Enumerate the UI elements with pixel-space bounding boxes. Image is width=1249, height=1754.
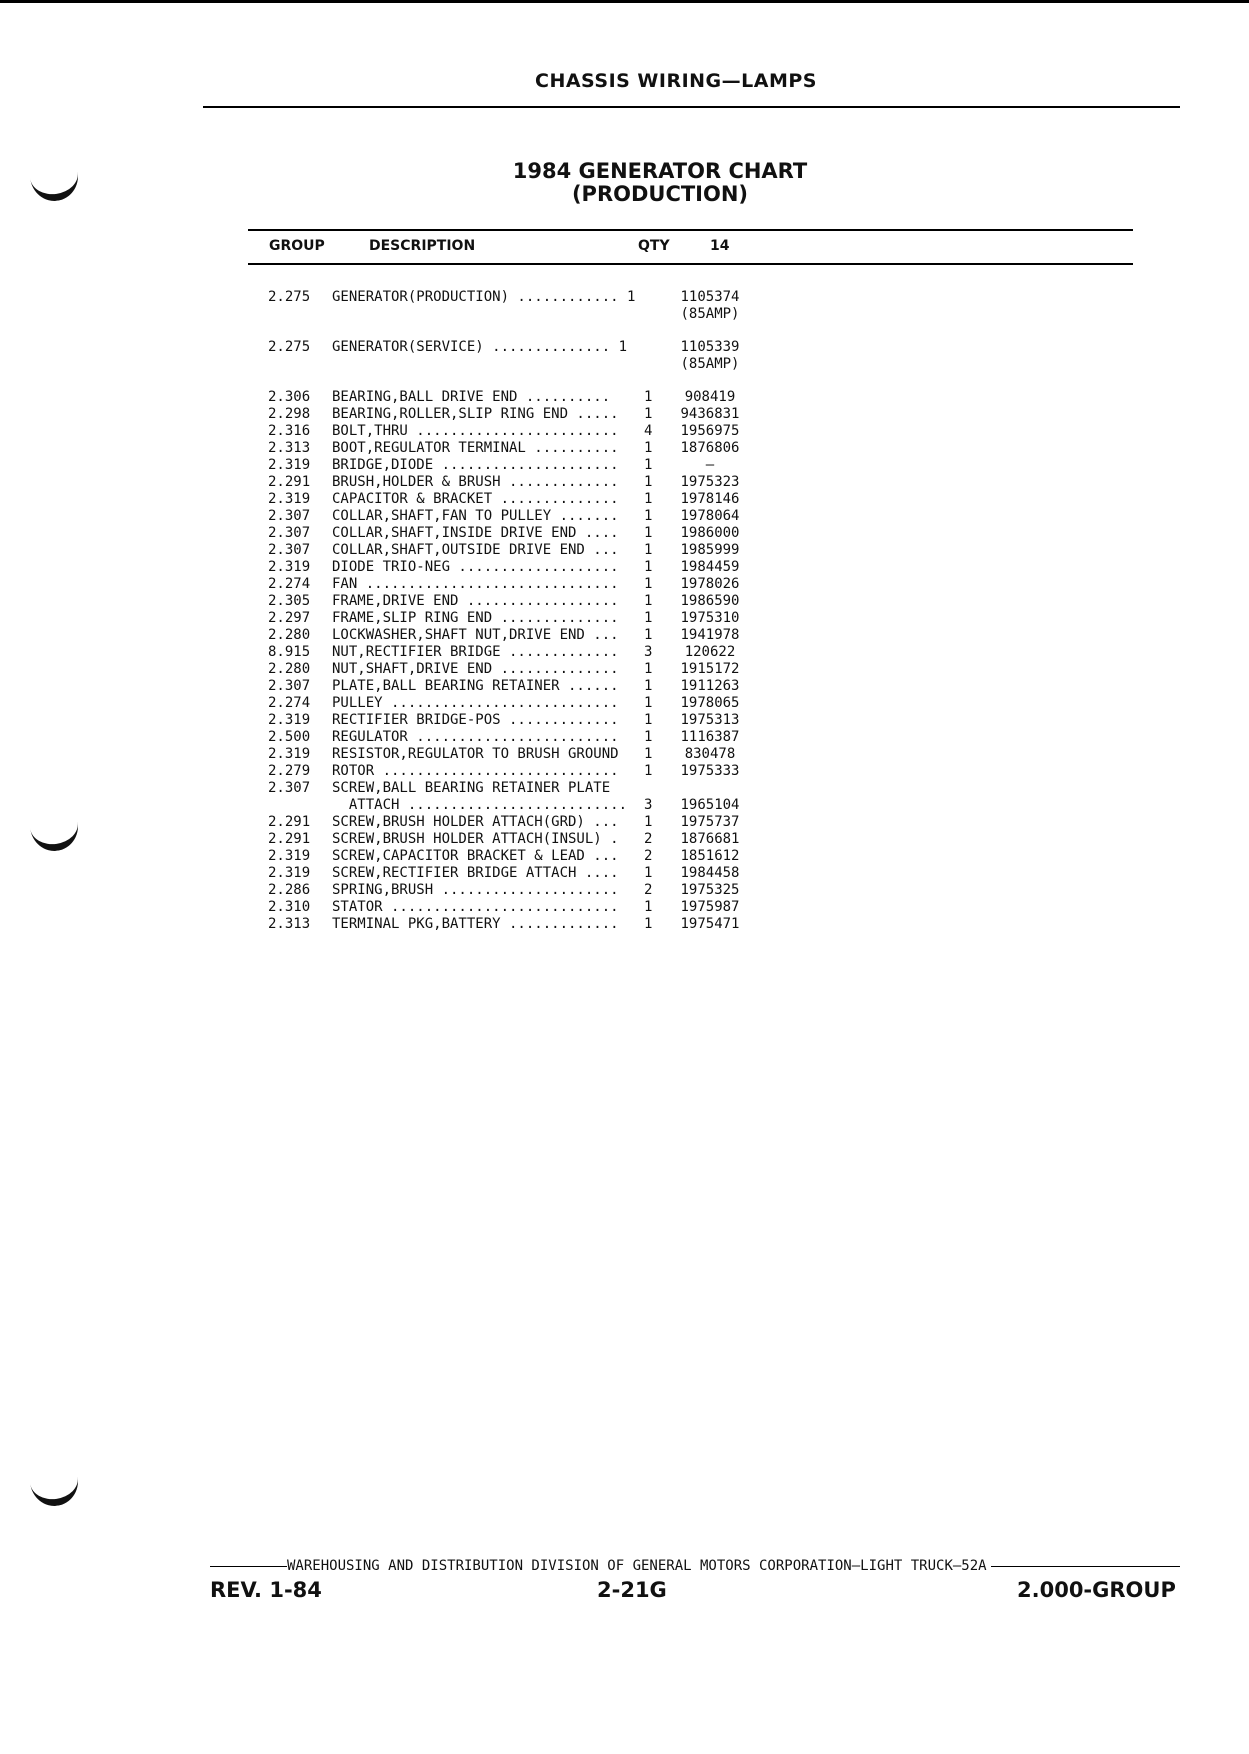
qty-cell: 2: [644, 831, 653, 847]
table-row: [268, 848, 750, 865]
part-number-cell: 1986000: [680, 525, 740, 541]
group-cell: 2.307: [268, 678, 311, 694]
column-header-group: GROUP: [269, 238, 325, 254]
qty-cell: 1: [644, 440, 653, 456]
table-row: [268, 661, 750, 678]
binder-hole-mark: [27, 147, 82, 204]
qty-cell: 1: [644, 865, 653, 881]
table-row: [268, 423, 750, 440]
qty-cell: 1: [644, 746, 653, 762]
qty-cell: 1: [644, 695, 653, 711]
description-cell: SCREW,BALL BEARING RETAINER PLATE: [332, 780, 611, 796]
revision-label: REV. 1-84: [210, 1578, 322, 1602]
group-cell: 2.298: [268, 406, 311, 422]
table-row: [268, 389, 750, 406]
qty-cell: 1: [644, 474, 653, 490]
table-row: [268, 559, 750, 576]
table-row: [268, 729, 750, 746]
qty-cell: 4: [644, 423, 653, 439]
page-top-edge: [0, 0, 1249, 3]
table-row: [268, 882, 750, 899]
description-cell: TERMINAL PKG,BATTERY .............: [332, 916, 619, 932]
part-number-cell: 1978065: [680, 695, 740, 711]
qty-cell: 1: [644, 899, 653, 915]
table-row: [268, 474, 750, 491]
table-row: [268, 610, 750, 627]
group-cell: 2.319: [268, 746, 311, 762]
part-number-cell: 9436831: [680, 406, 740, 422]
group-number: 2.000-GROUP: [1017, 1578, 1176, 1602]
group-cell: 2.316: [268, 423, 311, 439]
group-cell: 2.275: [268, 339, 311, 355]
part-number-cell: 1984459: [680, 559, 740, 575]
qty-cell: 1: [644, 508, 653, 524]
table-row: [268, 746, 750, 763]
table-row: [268, 525, 750, 542]
description-cell: FRAME,SLIP RING END ..............: [332, 610, 619, 626]
part-number-cell: 1975471: [680, 916, 740, 932]
part-number-cell: 1975313: [680, 712, 740, 728]
footer-rule-right: [991, 1566, 1180, 1567]
description-cell: ROTOR ............................: [332, 763, 619, 779]
chart-title-line2: (PRODUCTION): [571, 182, 749, 206]
table-row: [268, 356, 750, 373]
page-number: 2-21G: [597, 1578, 667, 1602]
group-cell: 2.280: [268, 627, 311, 643]
group-cell: 2.291: [268, 814, 311, 830]
group-cell: 2.291: [268, 831, 311, 847]
part-number-cell: 1975325: [680, 882, 740, 898]
part-number-cell: 1978026: [680, 576, 740, 592]
description-cell: PLATE,BALL BEARING RETAINER ......: [332, 678, 619, 694]
part-number-cell: [670, 780, 750, 797]
part-number-cell: 1876681: [680, 831, 740, 847]
group-cell: 2.286: [268, 882, 311, 898]
description-cell: BRUSH,HOLDER & BRUSH .............: [332, 474, 619, 490]
table-row: [268, 339, 750, 356]
block-spacer: [268, 373, 750, 389]
part-number-cell: 120622: [684, 644, 736, 660]
description-cell: CAPACITOR & BRACKET ..............: [332, 491, 619, 507]
part-number-cell: 1116387: [680, 729, 740, 745]
footer-division-text: WAREHOUSING AND DISTRIBUTION DIVISION OF GENERAL MOTORS CORPORATION—LIGHT TRUCK—52A: [287, 1558, 987, 1574]
group-cell: 2.274: [268, 695, 311, 711]
binder-hole-mark: [27, 1452, 82, 1509]
part-number-cell: (85AMP): [680, 356, 740, 372]
description-cell: SPRING,BRUSH .....................: [332, 882, 619, 898]
table-row: [268, 899, 750, 916]
description-cell: NUT,SHAFT,DRIVE END ..............: [332, 661, 619, 677]
qty-cell: 1: [644, 814, 653, 830]
table-row: [268, 406, 750, 423]
description-cell: REGULATOR ........................: [332, 729, 619, 745]
qty-cell: 1: [644, 627, 653, 643]
section-header: CHASSIS WIRING—LAMPS: [535, 70, 817, 92]
part-number-cell: 830478: [684, 746, 736, 762]
table-row: [268, 593, 750, 610]
group-cell: 2.319: [268, 457, 311, 473]
table-row: [268, 491, 750, 508]
block-spacer: [268, 323, 750, 339]
group-cell: 2.319: [268, 491, 311, 507]
part-number-cell: 1986590: [680, 593, 740, 609]
description-cell: RECTIFIER BRIDGE-POS .............: [332, 712, 619, 728]
description-cell: [332, 306, 644, 323]
description-cell: FRAME,DRIVE END ..................: [332, 593, 619, 609]
table-row: [268, 508, 750, 525]
table-row: [268, 780, 750, 797]
binder-hole-mark: [27, 797, 82, 854]
table-row: [268, 457, 750, 474]
column-header-description: DESCRIPTION: [369, 238, 476, 254]
qty-cell: 1: [644, 406, 653, 422]
group-cell: 2.307: [268, 508, 311, 524]
group-cell: 2.275: [268, 289, 311, 305]
column-header-model-14: 14: [710, 238, 730, 254]
table-row: [268, 797, 750, 814]
group-cell: [268, 797, 332, 814]
qty-cell: 1: [644, 389, 653, 405]
description-cell: LOCKWASHER,SHAFT NUT,DRIVE END ...: [332, 627, 619, 643]
part-number-cell: 1876806: [680, 440, 740, 456]
table-row: [268, 712, 750, 729]
table-row: [268, 644, 750, 661]
description-cell: BEARING,ROLLER,SLIP RING END .....: [332, 406, 619, 422]
description-cell: [332, 356, 644, 373]
table-top-rule: [248, 229, 1133, 231]
parts-table: [268, 289, 750, 933]
part-number-cell: (85AMP): [680, 306, 740, 322]
part-number-cell: 1915172: [680, 661, 740, 677]
header-divider: [203, 106, 1180, 108]
description-cell: PULLEY ...........................: [332, 695, 619, 711]
table-row: [268, 916, 750, 933]
description-cell: BEARING,BALL DRIVE END ..........: [332, 389, 611, 405]
part-number-cell: 1978064: [680, 508, 740, 524]
part-number-cell: 1984458: [680, 865, 740, 881]
part-number-cell: 1956975: [680, 423, 740, 439]
group-cell: 2.307: [268, 542, 311, 558]
table-row: [268, 678, 750, 695]
qty-cell: [644, 289, 670, 306]
table-row: [268, 576, 750, 593]
chart-title: [460, 160, 860, 206]
part-number-cell: 908419: [684, 389, 736, 405]
description-cell: FAN ..............................: [332, 576, 619, 592]
group-cell: 2.319: [268, 848, 311, 864]
description-cell: COLLAR,SHAFT,OUTSIDE DRIVE END ...: [332, 542, 619, 558]
table-header-rule: [248, 263, 1133, 265]
description-cell: SCREW,CAPACITOR BRACKET & LEAD ...: [332, 848, 619, 864]
part-number-cell: 1911263: [680, 678, 740, 694]
qty-cell: 2: [644, 848, 653, 864]
part-number-cell: 1105374: [680, 289, 740, 305]
qty-cell: [644, 306, 670, 323]
group-cell: [268, 356, 332, 373]
column-header-qty: QTY: [638, 238, 670, 254]
part-number-cell: 1975737: [680, 814, 740, 830]
description-cell: BOLT,THRU ........................: [332, 423, 619, 439]
part-number-cell: 1985999: [680, 542, 740, 558]
table-row: [268, 763, 750, 780]
group-cell: 8.915: [268, 644, 311, 660]
table-row: [268, 289, 750, 306]
qty-cell: 2: [644, 882, 653, 898]
description-cell: SCREW,BRUSH HOLDER ATTACH(GRD) ...: [332, 814, 619, 830]
qty-cell: 1: [644, 610, 653, 626]
description-cell: GENERATOR(PRODUCTION) ............ 1: [332, 289, 636, 305]
part-number-cell: 1975987: [680, 899, 740, 915]
description-cell: GENERATOR(SERVICE) .............. 1: [332, 339, 628, 355]
chart-title-line1: 1984 GENERATOR CHART: [512, 159, 808, 183]
group-cell: 2.307: [268, 525, 311, 541]
table-row: [268, 695, 750, 712]
table-row: [268, 542, 750, 559]
footer-division-line: [210, 1558, 1180, 1574]
description-cell: DIODE TRIO-NEG ...................: [332, 559, 619, 575]
table-row: [268, 306, 750, 323]
qty-cell: 3: [644, 644, 653, 660]
qty-cell: 1: [644, 661, 653, 677]
qty-cell: [644, 780, 670, 797]
qty-cell: [644, 356, 670, 373]
description-cell: SCREW,BRUSH HOLDER ATTACH(INSUL) .: [332, 831, 619, 847]
group-cell: 2.319: [268, 865, 311, 881]
description-cell: SCREW,RECTIFIER BRIDGE ATTACH ....: [332, 865, 619, 881]
group-cell: 2.305: [268, 593, 311, 609]
group-cell: [268, 306, 332, 323]
group-cell: 2.500: [268, 729, 311, 745]
description-cell: COLLAR,SHAFT,FAN TO PULLEY .......: [332, 508, 619, 524]
group-cell: 2.313: [268, 440, 311, 456]
part-number-cell: 1975310: [680, 610, 740, 626]
qty-cell: 1: [644, 593, 653, 609]
description-cell: COLLAR,SHAFT,INSIDE DRIVE END ....: [332, 525, 619, 541]
qty-cell: 1: [644, 712, 653, 728]
qty-cell: 1: [644, 576, 653, 592]
qty-cell: 1: [644, 729, 653, 745]
description-cell: NUT,RECTIFIER BRIDGE .............: [332, 644, 619, 660]
group-cell: 2.319: [268, 712, 311, 728]
qty-cell: [644, 339, 670, 356]
group-cell: 2.307: [268, 780, 311, 796]
part-number-cell: 1851612: [680, 848, 740, 864]
description-cell: ATTACH ..........................: [332, 797, 628, 813]
part-number-cell: 1975323: [680, 474, 740, 490]
table-row: [268, 831, 750, 848]
group-cell: 2.313: [268, 916, 311, 932]
qty-cell: 1: [644, 763, 653, 779]
table-row: [268, 440, 750, 457]
description-cell: RESISTOR,REGULATOR TO BRUSH GROUND: [332, 746, 619, 762]
part-number-cell: 1975333: [680, 763, 740, 779]
qty-cell: 1: [644, 457, 653, 473]
group-cell: 2.280: [268, 661, 311, 677]
group-cell: 2.274: [268, 576, 311, 592]
group-cell: 2.297: [268, 610, 311, 626]
group-cell: 2.279: [268, 763, 311, 779]
qty-cell: 1: [644, 525, 653, 541]
description-cell: BRIDGE,DIODE .....................: [332, 457, 619, 473]
group-cell: 2.319: [268, 559, 311, 575]
description-cell: STATOR ...........................: [332, 899, 619, 915]
group-cell: 2.291: [268, 474, 311, 490]
part-number-cell: 1978146: [680, 491, 740, 507]
table-row: [268, 627, 750, 644]
qty-cell: 1: [644, 542, 653, 558]
qty-cell: 1: [644, 491, 653, 507]
qty-cell: 1: [644, 678, 653, 694]
table-row: [268, 814, 750, 831]
group-cell: 2.310: [268, 899, 311, 915]
description-cell: BOOT,REGULATOR TERMINAL ..........: [332, 440, 619, 456]
qty-cell: 1: [644, 916, 653, 932]
group-cell: 2.306: [268, 389, 311, 405]
part-number-cell: 1965104: [680, 797, 740, 813]
footer-rule-left: [210, 1566, 287, 1567]
part-number-cell: —: [705, 457, 715, 473]
qty-cell: 3: [644, 797, 653, 813]
part-number-cell: 1941978: [680, 627, 740, 643]
table-row: [268, 865, 750, 882]
part-number-cell: 1105339: [680, 339, 740, 355]
qty-cell: 1: [644, 559, 653, 575]
